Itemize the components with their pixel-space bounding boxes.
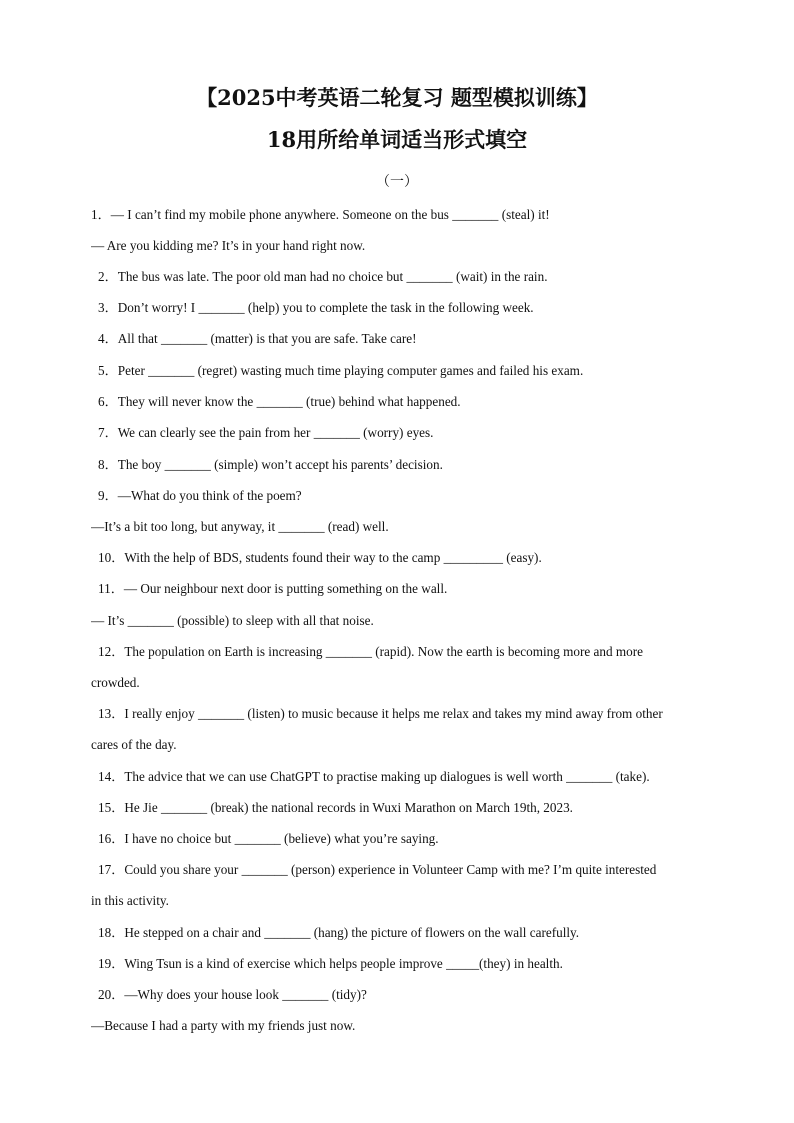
question-9-response: —It’s a bit too long, but anyway, it _______ (read) well.: [91, 519, 389, 534]
question-13-continued: cares of the day.: [91, 737, 177, 752]
question-8: 8．The boy _______ (simple) won’t accept his parents’ decision.: [98, 457, 443, 472]
question-14: 14．The advice that we can use ChatGPT to practise making up dialogues is well worth _______ (take).: [98, 769, 650, 784]
question-7: 7．We can clearly see the pain from her _______ (worry) eyes.: [98, 425, 434, 440]
question-11: 11．— Our neighbour next door is putting something on the wall.: [98, 581, 448, 596]
question-11-response: — It’s _______ (possible) to sleep with all that noise.: [91, 613, 374, 628]
section-heading: （一）: [376, 174, 418, 190]
question-19: 19．Wing Tsun is a kind of exercise which helps people improve _____(they) in health.: [98, 956, 563, 971]
question-20-response: —Because I had a party with my friends just now.: [91, 1018, 356, 1033]
question-6: 6．They will never know the _______ (true) behind what happened.: [98, 394, 461, 409]
question-13: 13．I really enjoy _______ (listen) to music because it helps me relax and takes my mind away from other: [98, 706, 663, 721]
question-2: 2．The bus was late. The poor old man had no choice but _______ (wait) in the rain.: [98, 269, 548, 284]
question-12-continued: crowded.: [91, 675, 140, 690]
question-18: 18．He stepped on a chair and _______ (hang) the picture of flowers on the wall carefully.: [98, 925, 580, 940]
question-17-continued: in this activity.: [91, 893, 169, 908]
question-3: 3．Don’t worry! I _______ (help) you to complete the task in the following week.: [98, 300, 534, 315]
question-12: 12．The population on Earth is increasing _______ (rapid). Now the earth is becoming more and more: [98, 644, 643, 659]
document-title: 【2025中考英语二轮复习 题型模拟训练】: [196, 85, 598, 110]
question-17: 17．Could you share your _______ (person) experience in Volunteer Camp with me? I’m quite interested: [98, 862, 657, 877]
question-5: 5．Peter _______ (regret) wasting much time playing computer games and failed his exam.: [98, 363, 584, 378]
document-subtitle: 18用所给单词适当形式填空: [266, 127, 528, 152]
question-4: 4．All that _______ (matter) is that you are safe. Take care!: [98, 331, 417, 346]
question-16: 16．I have no choice but _______ (believe) what you’re saying.: [98, 831, 439, 846]
question-15: 15．He Jie _______ (break) the national records in Wuxi Marathon on March 19th, 2023.: [98, 800, 573, 815]
question-10: 10．With the help of BDS, students found their way to the camp _________ (easy).: [98, 550, 542, 565]
question-1: 1．— I can’t find my mobile phone anywhere. Someone on the bus _______ (steal) it!: [91, 207, 550, 222]
question-20: 20．—Why does your house look _______ (tidy)?: [98, 987, 367, 1002]
question-9: 9．—What do you think of the poem?: [98, 488, 302, 503]
question-1-response: — Are you kidding me? It’s in your hand right now.: [91, 238, 366, 253]
